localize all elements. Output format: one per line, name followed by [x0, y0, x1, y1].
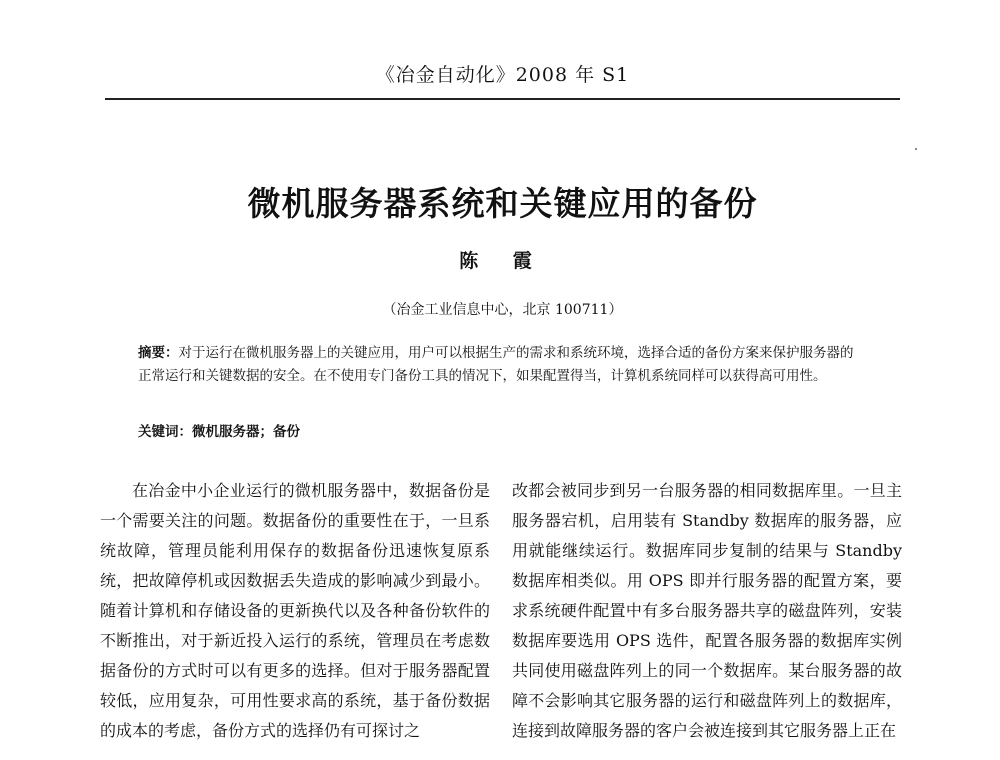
running-head: 《冶金自动化》2008 年 S1	[375, 64, 630, 86]
body-column-left	[100, 476, 490, 746]
author-affiliation: （冶金工业信息中心，北京 100711）	[382, 302, 623, 318]
abstract-text: 对于运行在微机服务器上的关键应用，用户可以根据生产的需求和系统环境，选择合适的备份方案来保护服务器的正常运行和关键数据的安全。在不使用专门备份工具的情况下，如果配置得当，计算机系统同样可以获得高可用性。	[138, 345, 854, 384]
margin-speck	[915, 148, 917, 150]
keywords	[138, 420, 863, 440]
body-paragraph: 改都会被同步到另一台服务器的相同数据库里。一旦主服务器宕机，启用装有 Standby 数据库的服务器，应用就能继续运行。数据库同步复制的结果与 Standby 数据库相类似。用 OPS 即并行服务器的配置方案，要求系统硬件配置中有多台服务器共享的磁盘阵列，安装数据库要选用 OPS 选件，配置各服务器的数据库实例共同使用磁盘阵列上的同一个数据库。某台服务器的故障不会影响其它服务器的运行和磁盘阵列上的数据库，连接到故障服务器的客户会被连接到其它服务器上正在	[512, 481, 902, 740]
body-paragraph: 在冶金中小企业运行的微机服务器中，数据备份是一个需要关注的问题。数据备份的重要性在于，一旦系统故障，管理员能利用保存的数据备份迅速恢复原系统，把故障停机或因数据丢失造成的影响减少到最小。随着计算机和存储设备的更新换代以及各种备份软件的不断推出，对于新近投入运行的系统，管理员在考虑数据备份的方式时可以有更多的选择。但对于服务器配置较低，应用复杂，可用性要求高的系统，基于备份数据的成本的考虑，备份方式的选择仍有可探讨之	[100, 481, 490, 740]
abstract	[138, 342, 863, 388]
keywords-label: 关键词：	[138, 424, 192, 440]
article-title: 微机服务器系统和关键应用的备份	[247, 184, 758, 223]
author-name: 陈 霞	[459, 250, 546, 272]
body-column-right	[512, 476, 902, 746]
abstract-label: 摘要：	[138, 345, 179, 361]
keywords-text: 微机服务器；备份	[192, 424, 300, 440]
header-rule	[105, 98, 900, 100]
